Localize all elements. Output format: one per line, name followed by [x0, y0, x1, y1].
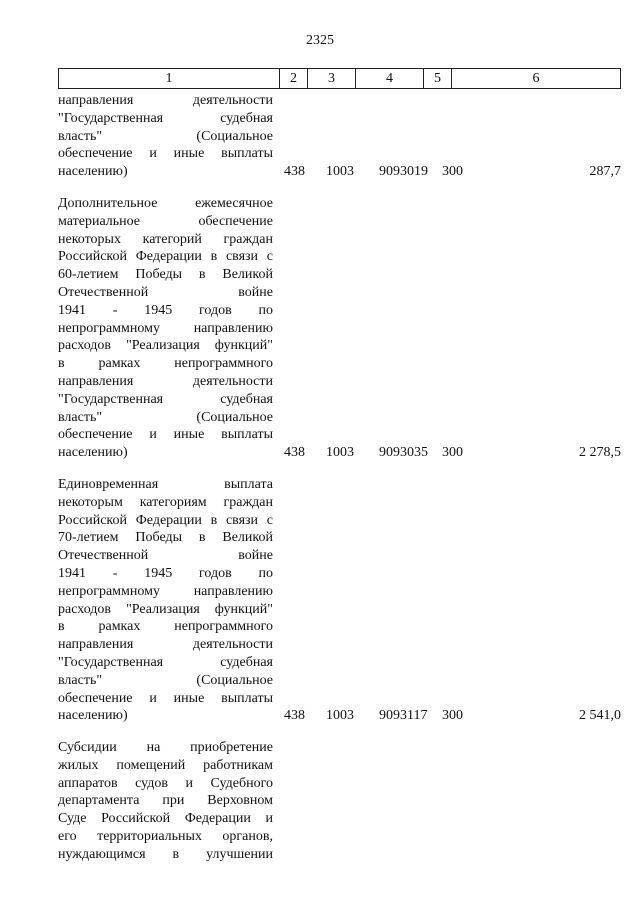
description-line: обеспечение и иные выплаты — [58, 690, 273, 706]
cell-col-2: 438 — [284, 444, 305, 460]
row-values — [58, 846, 621, 864]
row-values — [58, 444, 621, 462]
description-line: населению) — [58, 164, 128, 180]
description-line: населению) — [58, 445, 128, 461]
description-line: обеспечение и иные выплаты — [58, 427, 273, 443]
description-line: Российской Федерации в связи с — [58, 249, 273, 265]
cell-col-4: 9093035 — [379, 444, 428, 460]
description-line: "Государственная судебная — [58, 654, 273, 670]
description-line: 70-летием Победы в Великой — [58, 530, 273, 546]
header-col-4: 4 — [356, 69, 424, 88]
description-line: материальное обеспечение — [58, 213, 273, 229]
description-line: его территориальных органов, — [58, 829, 273, 845]
description-line: нуждающимся в улучшении — [58, 846, 273, 862]
description-line: "Государственная судебная — [58, 110, 273, 126]
description-line: жилых помещений работникам — [58, 757, 273, 773]
description-line: в рамках непрограммного — [58, 356, 273, 372]
description-line: Суде Российской Федерации и — [58, 811, 273, 827]
row-description — [58, 195, 273, 462]
cell-col-2: 438 — [284, 708, 305, 724]
description-line: некоторым категориям граждан — [58, 494, 273, 510]
table-row — [58, 739, 621, 864]
cell-col-2: 438 — [284, 163, 305, 179]
description-line: некоторых категорий граждан — [58, 231, 273, 247]
description-line: Дополнительное ежемесячное — [58, 195, 273, 211]
description-line: департамента при Верховном — [58, 793, 273, 809]
description-line: 1941 - 1945 годов по — [58, 302, 273, 318]
row-values — [58, 707, 621, 725]
description-line: направления деятельности — [58, 637, 273, 653]
description-line: Единовременная выплата — [58, 476, 273, 492]
table-row — [58, 92, 621, 181]
cell-col-5: 300 — [442, 163, 463, 179]
description-line: в рамках непрограммного — [58, 619, 273, 635]
table-row — [58, 195, 621, 462]
row-values — [58, 163, 621, 181]
header-col-1: 1 — [59, 69, 280, 88]
description-line: "Государственная судебная — [58, 391, 273, 407]
description-line: аппаратов судов и Судебного — [58, 775, 273, 791]
description-line: Отечественной войне — [58, 284, 273, 300]
description-line: расходов "Реализация функций" — [58, 338, 273, 354]
description-line: обеспечение и иные выплаты — [58, 146, 273, 162]
cell-col-6: 2 278,5 — [579, 444, 621, 460]
cell-col-4: 9093019 — [379, 163, 428, 179]
description-line: непрограммному направлению — [58, 583, 273, 599]
description-line: населению) — [58, 708, 128, 724]
description-line: Субсидии на приобретение — [58, 740, 273, 756]
cell-col-6: 2 541,0 — [579, 708, 621, 724]
header-col-6: 6 — [532, 71, 540, 86]
description-line: 60-летием Победы в Великой — [58, 267, 273, 283]
cell-col-4: 9093117 — [379, 708, 428, 724]
page-number: 2325 — [306, 33, 334, 48]
description-line: власть" (Социальное — [58, 409, 273, 425]
description-line: направления деятельности — [58, 93, 273, 108]
description-line: 1941 - 1945 годов по — [58, 565, 273, 581]
cell-col-3: 1003 — [326, 708, 354, 724]
description-line: направления деятельности — [58, 373, 273, 389]
table-header-row — [58, 68, 621, 89]
cell-col-3: 1003 — [326, 444, 354, 460]
header-col-5: 5 — [424, 69, 452, 88]
row-description — [58, 476, 273, 725]
description-line: непрограммному направлению — [58, 320, 273, 336]
description-line: расходов "Реализация функций" — [58, 601, 273, 617]
header-col-3: 3 — [308, 69, 356, 88]
description-line: Российской Федерации в связи с — [58, 512, 273, 528]
description-line: Отечественной войне — [58, 548, 273, 564]
cell-col-3: 1003 — [326, 163, 354, 179]
table-row — [58, 476, 621, 725]
description-line: власть" (Социальное — [58, 128, 273, 144]
description-line: власть" (Социальное — [58, 672, 273, 688]
cell-col-5: 300 — [442, 708, 463, 724]
cell-col-5: 300 — [442, 444, 463, 460]
table-body — [58, 92, 621, 864]
cell-col-6: 287,7 — [589, 163, 621, 179]
header-col-2: 2 — [280, 69, 308, 88]
